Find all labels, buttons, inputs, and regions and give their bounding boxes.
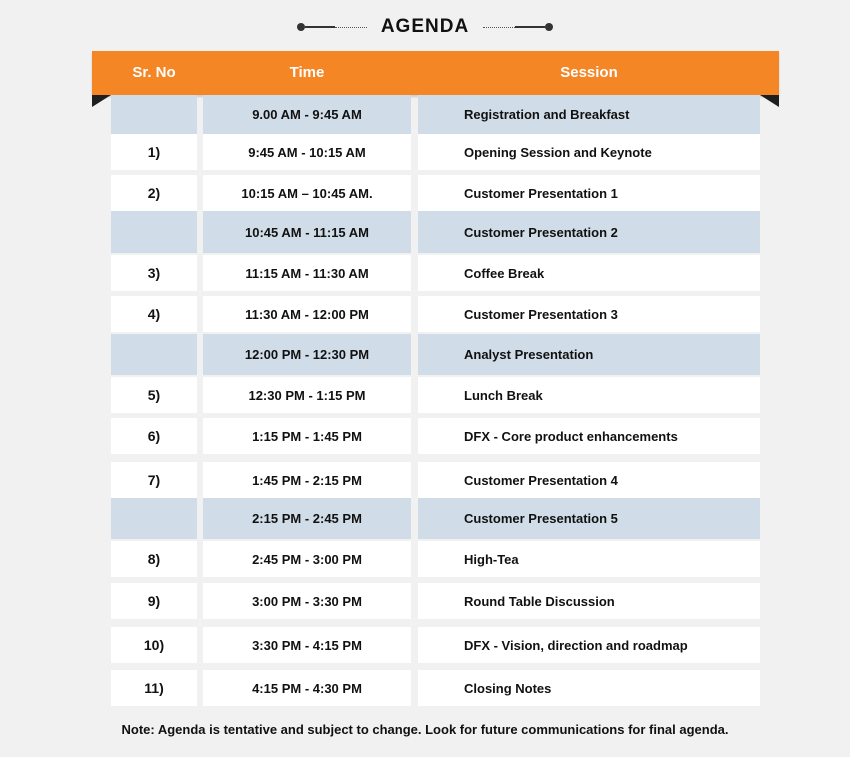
sr-no-cell: 10) bbox=[111, 627, 197, 663]
table-row bbox=[0, 296, 850, 332]
agenda-title-block bbox=[0, 12, 850, 42]
title-left-ornament bbox=[297, 23, 367, 31]
time-cell: 12:30 PM - 1:15 PM bbox=[203, 377, 411, 413]
time-cell: 1:45 PM - 2:15 PM bbox=[203, 462, 411, 498]
session-cell: Customer Presentation 5 bbox=[418, 498, 760, 539]
time-cell: 11:15 AM - 11:30 AM bbox=[203, 255, 411, 291]
time-cell: 3:00 PM - 3:30 PM bbox=[203, 583, 411, 619]
table-row bbox=[0, 255, 850, 291]
sr-no-cell: 4) bbox=[111, 296, 197, 332]
sr-no-cell: 1) bbox=[111, 134, 197, 170]
header-time: Time bbox=[289, 64, 325, 81]
time-cell: 1:15 PM - 1:45 PM bbox=[203, 418, 411, 454]
time-cell: 10:15 AM – 10:45 AM. bbox=[203, 175, 411, 211]
session-cell: Coffee Break bbox=[418, 255, 760, 291]
sr-no-cell bbox=[111, 95, 197, 134]
session-cell: Registration and Breakfast bbox=[418, 95, 760, 134]
sr-no-cell: 3) bbox=[111, 255, 197, 291]
table-row bbox=[0, 175, 850, 211]
session-cell: Customer Presentation 1 bbox=[418, 175, 760, 211]
time-cell: 11:30 AM - 12:00 PM bbox=[203, 296, 411, 332]
table-header bbox=[92, 51, 779, 95]
session-cell: DFX - Core product enhancements bbox=[418, 418, 760, 454]
page-title: AGENDA bbox=[380, 16, 470, 37]
session-cell: High-Tea bbox=[418, 541, 760, 577]
footer-note: Note: Agenda is tentative and subject to change. Look for future communications for final agenda. bbox=[121, 722, 729, 737]
sr-no-cell: 9) bbox=[111, 583, 197, 619]
sr-no-cell bbox=[111, 211, 197, 253]
table-row bbox=[0, 418, 850, 454]
session-cell: Closing Notes bbox=[418, 670, 760, 706]
table-row bbox=[0, 334, 850, 375]
time-cell: 10:45 AM - 11:15 AM bbox=[203, 211, 411, 253]
table-row bbox=[0, 541, 850, 577]
sr-no-cell bbox=[111, 334, 197, 375]
session-cell: Customer Presentation 2 bbox=[418, 211, 760, 253]
time-cell: 12:00 PM - 12:30 PM bbox=[203, 334, 411, 375]
sr-no-cell: 2) bbox=[111, 175, 197, 211]
table-row bbox=[0, 583, 850, 619]
header-sr-no: Sr. No bbox=[132, 64, 176, 81]
table-row bbox=[0, 134, 850, 170]
sr-no-cell: 6) bbox=[111, 418, 197, 454]
sr-no-cell: 7) bbox=[111, 462, 197, 498]
table-row bbox=[0, 462, 850, 498]
sr-no-cell bbox=[111, 498, 197, 539]
session-cell: Analyst Presentation bbox=[418, 334, 760, 375]
session-cell: Customer Presentation 4 bbox=[418, 462, 760, 498]
time-cell: 2:45 PM - 3:00 PM bbox=[203, 541, 411, 577]
sr-no-cell: 8) bbox=[111, 541, 197, 577]
time-cell: 2:15 PM - 2:45 PM bbox=[203, 498, 411, 539]
sr-no-cell: 5) bbox=[111, 377, 197, 413]
session-cell: Lunch Break bbox=[418, 377, 760, 413]
session-cell: Customer Presentation 3 bbox=[418, 296, 760, 332]
title-right-ornament bbox=[483, 23, 553, 31]
time-cell: 4:15 PM - 4:30 PM bbox=[203, 670, 411, 706]
session-cell: Round Table Discussion bbox=[418, 583, 760, 619]
table-row bbox=[0, 377, 850, 413]
session-cell: Opening Session and Keynote bbox=[418, 134, 760, 170]
sr-no-cell: 11) bbox=[111, 670, 197, 706]
header-session: Session bbox=[560, 64, 618, 81]
time-cell: 3:30 PM - 4:15 PM bbox=[203, 627, 411, 663]
table-row bbox=[0, 95, 850, 134]
table-row bbox=[0, 670, 850, 706]
table-row bbox=[0, 627, 850, 663]
table-row bbox=[0, 498, 850, 539]
time-cell: 9.00 AM - 9:45 AM bbox=[203, 95, 411, 134]
table-row bbox=[0, 211, 850, 253]
time-cell: 9:45 AM - 10:15 AM bbox=[203, 134, 411, 170]
session-cell: DFX - Vision, direction and roadmap bbox=[418, 627, 760, 663]
